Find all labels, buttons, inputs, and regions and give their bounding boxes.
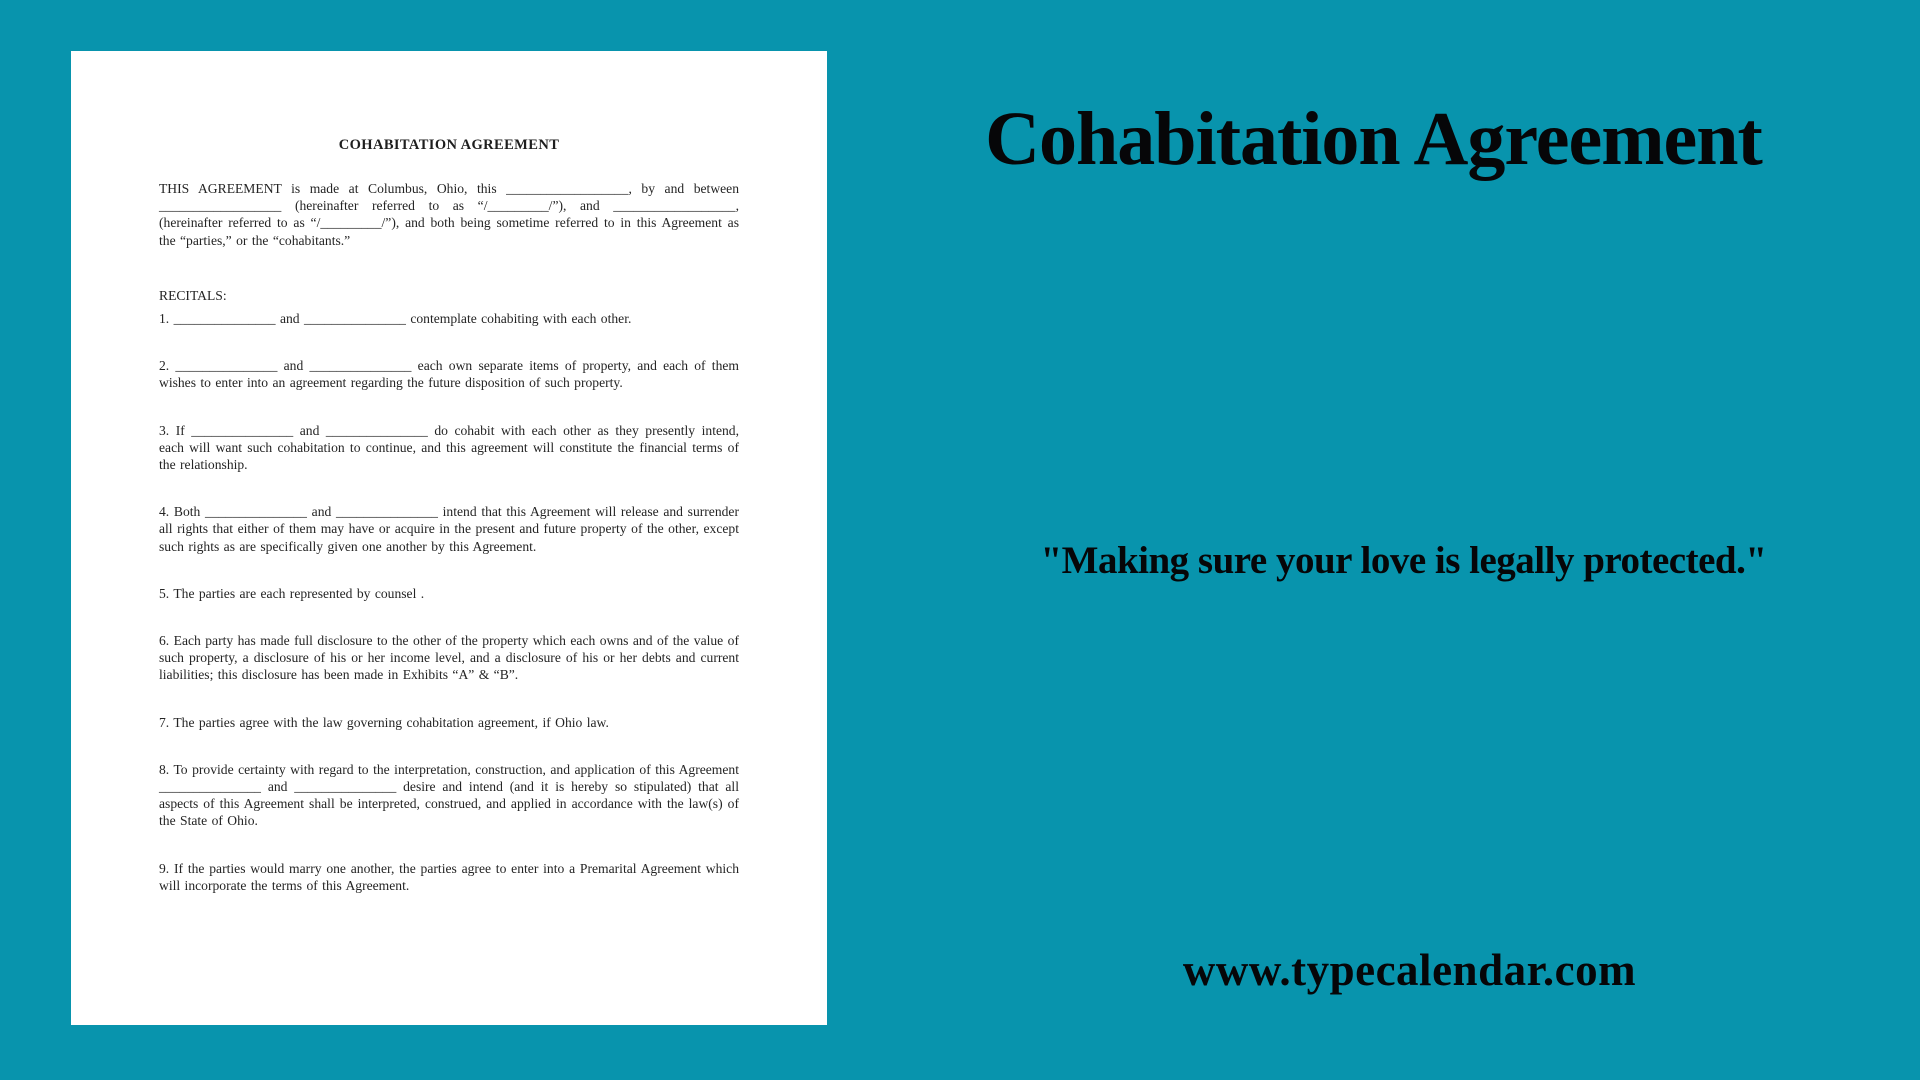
recital-paragraph-4: 4. Both _______________ and _______________ intend that this Agreement will release and surrender all rights that either of them may have or acquire in the present and future property of the other, except such rights as are specifically given one another by this Agreement.	[159, 504, 739, 554]
recital-paragraph-7: 7. The parties agree with the law governing cohabitation agreement, if Ohio law.	[159, 714, 609, 730]
document-title: COHABITATION AGREEMENT	[338, 137, 560, 153]
promo-quote: "Making sure your love is legally protected."	[1040, 539, 1767, 582]
recitals-heading: RECITALS:	[159, 287, 227, 303]
document-body	[159, 180, 739, 894]
recital-paragraph-8: 8. To provide certainty with regard to the interpretation, construction, and application of this Agreement _______________ and _______________ desire and intend (and it is hereby so stipulated) that all aspects of this Agreement shall be interpreted, construed, and applied in accordance with the law(s) of the State of Ohio.	[159, 761, 739, 829]
promo-panel	[827, 0, 1920, 1080]
intro-paragraph: THIS AGREEMENT is made at Columbus, Ohio, this __________________, by and between __________________ (hereinafter referred to as “/_________/”), and __________________, (hereinafter referred to as “/_________/”), and both being sometime referred to in this Agreement as the “parties,” or the “cohabitants.”	[159, 181, 739, 248]
promo-title: Cohabitation Agreement	[985, 97, 1762, 181]
recital-paragraph-1: 1. _______________ and _______________ contemplate cohabiting with each other.	[159, 311, 632, 327]
recital-paragraph-6: 6. Each party has made full disclosure to the other of the property which each owns and of the value of such property, a disclosure of his or her income level, and a disclosure of his or her debts and current liabilities; this disclosure has been made in Exhibits “A” & “B”.	[159, 633, 739, 683]
recital-paragraph-2: 2. _______________ and _______________ each own separate items of property, and each of them wishes to enter into an agreement regarding the future disposition of such property.	[159, 358, 739, 391]
document-preview	[71, 51, 827, 1025]
recital-paragraph-9: 9. If the parties would marry one another, the parties agree to enter into a Premarital Agreement which will incorporate the terms of this Agreement.	[159, 860, 739, 893]
recital-paragraph-3: 3. If _______________ and _______________ do cohabit with each other as they presently intend, each will want such cohabitation to continue, and this agreement will constitute the financial terms of the relationship.	[159, 422, 739, 473]
website-text: www.typecalendar.com	[1182, 945, 1637, 995]
recital-paragraph-5: 5. The parties are each represented by counsel .	[159, 585, 425, 601]
